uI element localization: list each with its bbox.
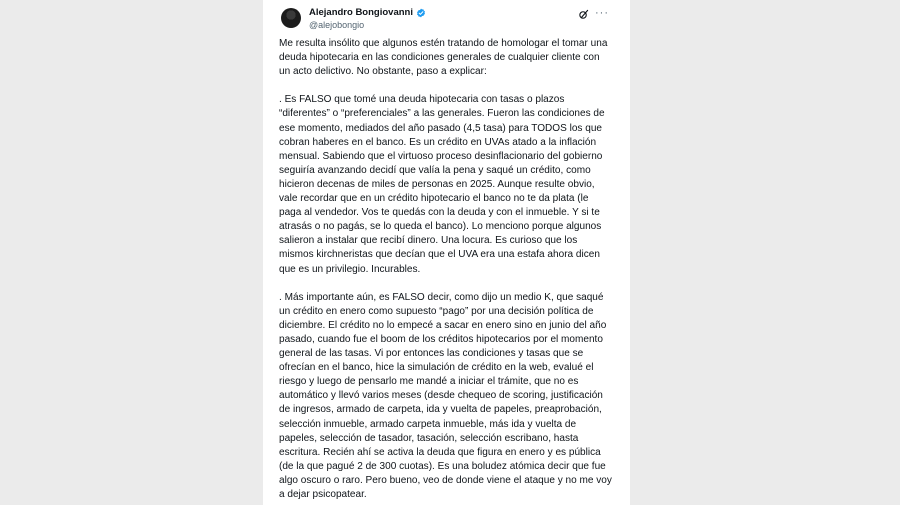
avatar[interactable] bbox=[281, 8, 301, 28]
author-block bbox=[309, 7, 426, 31]
author-display-name[interactable]: Alejandro Bongiovanni bbox=[309, 7, 413, 18]
grok-icon[interactable] bbox=[578, 9, 589, 20]
post-paragraph: Me resulta insólito que algunos estén tratando de homologar el tomar una deuda hipotecaria en las condiciones generales de cualquier cliente con un acto delictivo. No obstante, paso a explicar: bbox=[279, 38, 608, 78]
name-row bbox=[309, 7, 426, 19]
post-text bbox=[279, 37, 612, 505]
post-paragraph: . Más importante aún, es FALSO decir, como dijo un medio K, que saqué un crédito en enero como supuesto “pago” por una decisión política de diciembre. El crédito no lo empecé a sacar en enero sino en junio del año pasado, cuando fue el boom de los créditos hipotecarios por el momento general de las tasas. Vi por entonces las condiciones y tasas que se ofrecían en el banco, hice la simulación de crédito en la web, evalué el riesgo y luego de pensarlo me mandé a iniciar el trámite, que no es automático y llevó varios meses (desde chequeo de scoring, justificación de ingresos, armado de carpeta, ida y vuelta de papeles, preaprobación, selección inmueble, armado carpeta inmueble, más ida y vuelta de papeles, selección de tasador, tasación, selección escribano, hasta escritura. Recién ahí se activa la deuda que figura en enero y es pública (de la que pagué 2 de 300 cuotas). Es una boludez atómica decir que fue algo oscuro o raro. Pero bueno, veo de donde viene el ataque y no me voy a dejar psicopatear. bbox=[279, 291, 612, 500]
post-paragraph: . Es FALSO que tomé una deuda hipotecaria con tasas o plazos “diferentes” o “preferenciales” a las generales. Fueron las condiciones de ese momento, mediados del año pasado (4,5 tasa) para TODOS los que cobran haberes en el banco. Es un crédito en UVAs atado a la inflación mensual. Sabiendo que el virtuoso proceso desinflacionario del gobierno seguiría avanzando decidí que valía la pena y saqué un crédito, como hicieron decenas de miles de personas en 2025. Aunque resulte obvio, vale recordar que en un crédito hipotecario el banco no te da plata (le paga al vendedor. Vos te quedás con la deuda y con el inmueble. Y si te atrasás o no pagás, se lo queda el banco). Lo menciono porque algunos salieron a instalar que recibí dinero. Una locura. Es curioso que los mismos kirchneristas que decían que el UVA era una estafa ahora dicen que es un privilegio. Incurables. bbox=[279, 94, 605, 275]
more-icon[interactable]: ··· bbox=[595, 7, 609, 19]
author-handle[interactable]: @alejobongio bbox=[309, 20, 365, 30]
post-header bbox=[281, 7, 611, 33]
verified-badge-icon bbox=[416, 8, 426, 18]
post-card bbox=[263, 0, 630, 505]
